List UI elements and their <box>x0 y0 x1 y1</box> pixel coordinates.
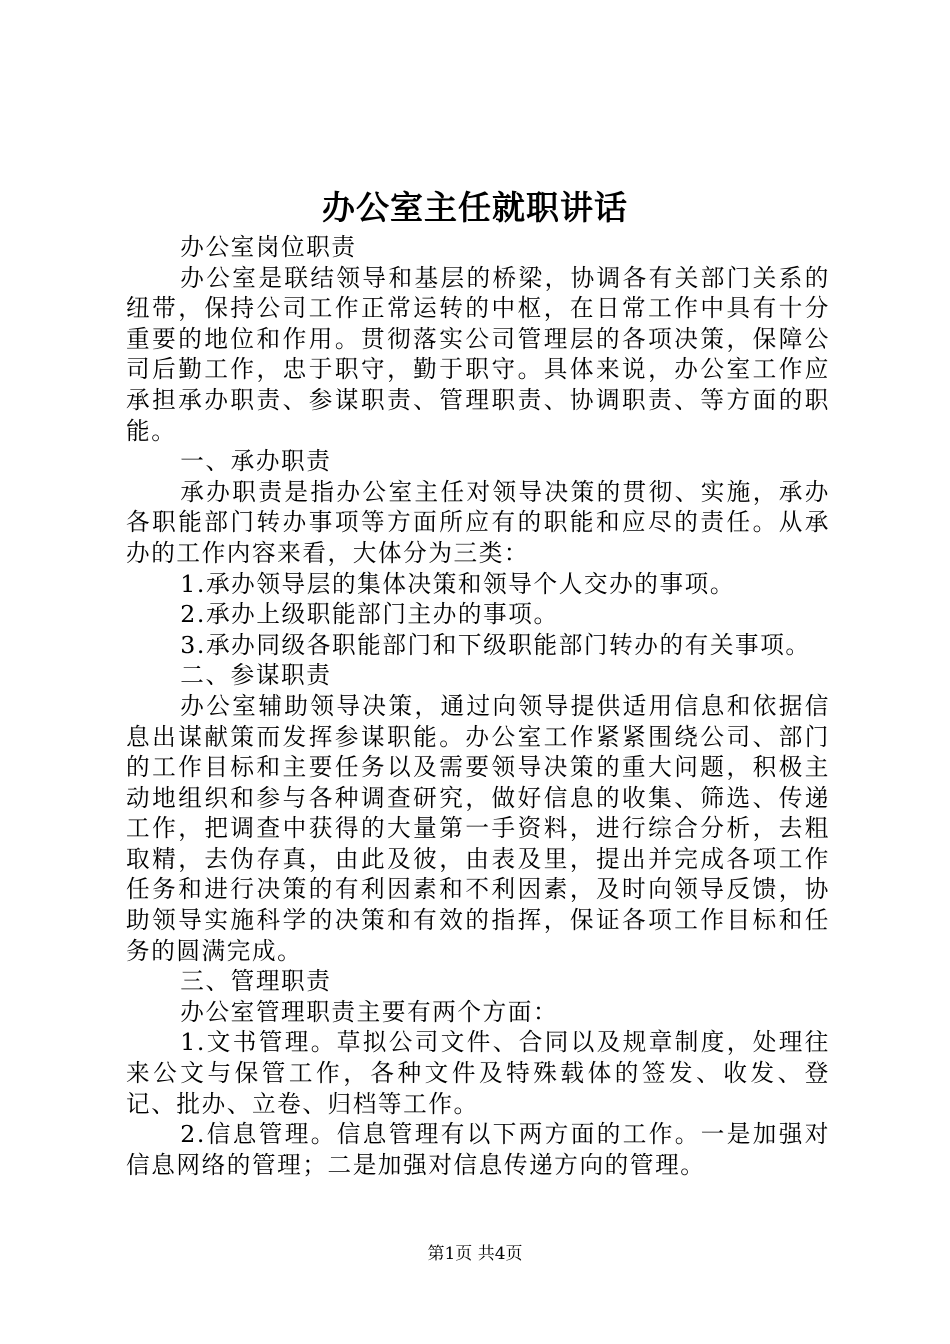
document-body <box>126 232 830 1180</box>
paragraph: 承办职责是指办公室主任对领导决策的贯彻、实施，承办各职能部门转办事项等方面所应有的职能和应尽的责任。从承办的工作内容来看，大体分为三类： <box>126 477 830 567</box>
list-item: 3.承办同级各职能部门和下级职能部门转办的有关事项。 <box>180 630 811 659</box>
page-number-footer: 第1页 共4页 <box>427 1244 523 1264</box>
paragraph: 办公室是联结领导和基层的桥梁，协调各有关部门关系的纽带，保持公司工作正常运转的中枢，在日常工作中具有十分重要的地位和作用。贯彻落实公司管理层的各项决策，保障公司后勤工作，忠于职守，勤于职守。具体来说，办公室工作应承担承办职责、参谋职责、管理职责、协调职责、等方面的职能。 <box>126 263 830 445</box>
paragraph: 办公室管理职责主要有两个方面： <box>180 997 559 1026</box>
section-heading: 三、管理职责 <box>180 967 332 996</box>
section-heading: 办公室岗位职责 <box>180 233 357 261</box>
paragraph: 办公室辅助领导决策，通过向领导提供适用信息和依据信息出谋献策而发挥参谋职能。办公室工作紧紧围绕公司、部门的工作目标和主要任务以及需要领导决策的重大问题，积极主动地组织和参与各种调查研究，做好信息的收集、筛选、传递工作，把调查中获得的大量第一手资料，进行综合分析，去粗取精，去伪存真，由此及彼，由表及里，提出并完成各项工作任务和进行决策的有利因素和不利因素，及时向领导反馈，协助领导实施科学的决策和有效的指挥，保证各项工作目标和任务的圆满完成。 <box>126 691 830 965</box>
section-heading: 一、承办职责 <box>180 447 332 476</box>
list-item: 2.承办上级职能部门主办的事项。 <box>180 600 559 629</box>
document-title: 办公室主任就职讲话 <box>322 188 628 227</box>
list-item: 1.文书管理。草拟公司文件、合同以及规章制度，处理往来公文与保管工作，各种文件及特殊载体的签发、收发、登记、批办、立卷、归档等工作。 <box>126 1028 830 1118</box>
section-heading: 二、参谋职责 <box>180 661 332 690</box>
list-item: 1.承办领导层的集体决策和领导个人交办的事项。 <box>180 569 736 598</box>
list-item: 2.信息管理。信息管理有以下两方面的工作。一是加强对信息网络的管理；二是加强对信息传递方向的管理。 <box>126 1120 830 1179</box>
